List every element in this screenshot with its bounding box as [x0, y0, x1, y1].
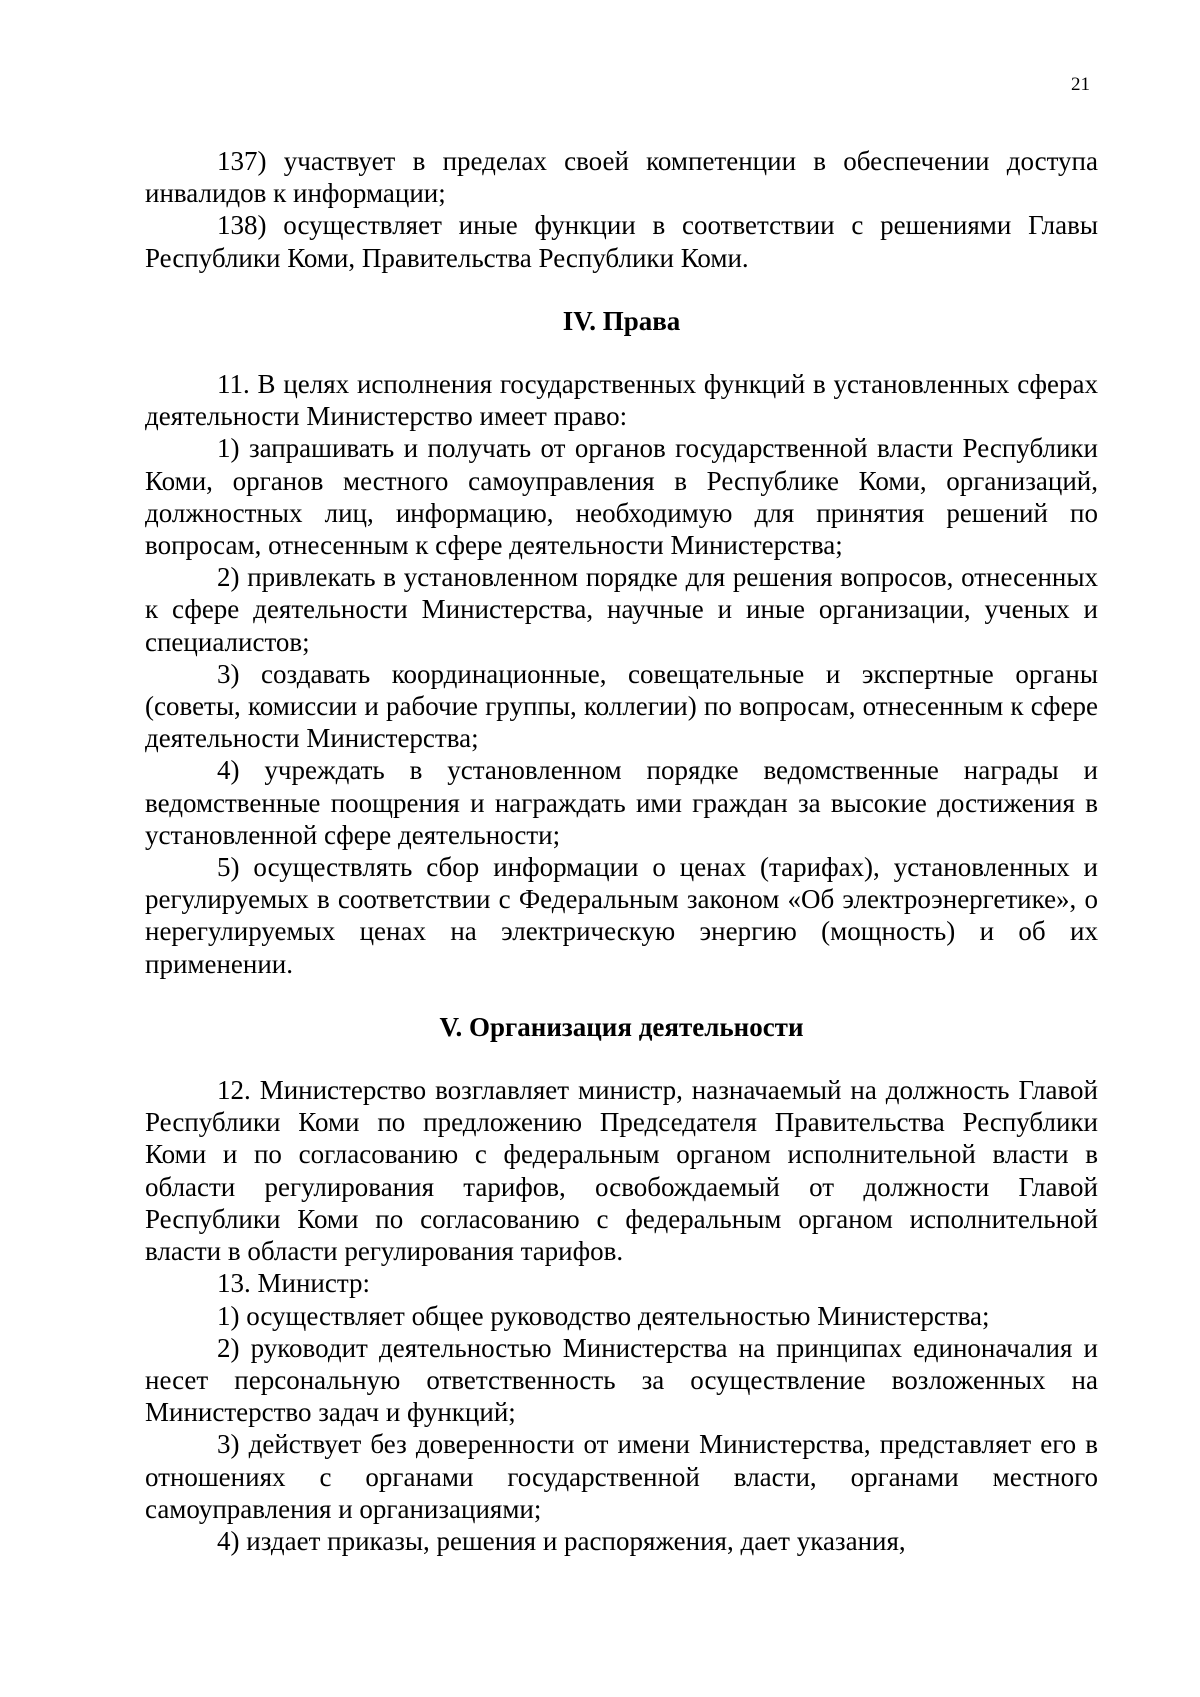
paragraph-11-item-3: 3) создавать координационные, совещательные и экспертные органы (советы, комиссии и рабочие группы, коллегии) по вопросам, отнесенным к сфере деятельности Министерства;	[145, 658, 1098, 754]
paragraph-13-item-1: 1) осуществляет общее руководство деятельностью Министерства;	[217, 1300, 990, 1331]
paragraph-11-item-1: 1) запрашивать и получать от органов государственной власти Республики Коми, органов местного самоуправления в Республике Коми, организаций, должностных лиц, информацию, необходимую для принятия решений по вопросам, отнесенным к сфере деятельности Министерства;	[145, 433, 1098, 561]
paragraph-11-item-2: 2) привлекать в установленном порядке для решения вопросов, отнесенных к сфере деятельности Министерства, научные и иные организации, ученых и специалистов;	[145, 562, 1098, 657]
paragraph-11-item-5: 5) осуществлять сбор информации о ценах (тарифах), установленных и регулируемых в соответствии с Федеральным законом «Об электроэнергетике», о нерегулируемых ценах на электрическую энергию (мощность) и об их применении.	[145, 852, 1098, 979]
section-heading-organization: V. Организация деятельности	[439, 1011, 804, 1042]
paragraph-12: 12. Министерство возглавляет министр, назначаемый на должность Главой Республики Коми по предложению Председателя Правительства Республики Коми и по согласованию с федеральным органом исполнительной власти в области регулирования тарифов, освобождаемый от должности Главой Республики Коми по согласованию с федеральным органом исполнительной власти в области регулирования тарифов.	[145, 1075, 1098, 1267]
paragraph-13-item-2: 2) руководит деятельностью Министерства на принципах единоначалия и несет персональную ответственность за осуществление возложенных на Министерство задач и функций;	[145, 1332, 1098, 1428]
paragraph-13: 13. Министр:	[217, 1268, 370, 1299]
paragraph-11: 11. В целях исполнения государственных функций в установленных сферах деятельности Министерство имеет право:	[145, 369, 1098, 432]
paragraph-13-item-4: 4) издает приказы, решения и распоряжения, дает указания,	[217, 1525, 906, 1556]
paragraph-138: 138) осуществляет иные функции в соответствии с решениями Главы Республики Коми, Правительства Республики Коми.	[145, 210, 1098, 273]
document-body	[145, 145, 1098, 1557]
paragraph-137: 137) участвует в пределах своей компетенции в обеспечении доступа инвалидов к информации;	[145, 146, 1098, 209]
paragraph-13-item-3: 3) действует без доверенности от имени Министерства, представляет его в отношениях с органами государственной власти, органами местного самоуправления и организациями;	[145, 1429, 1098, 1524]
section-heading-rights: IV. Права	[562, 305, 681, 336]
paragraph-11-item-4: 4) учреждать в установленном порядке ведомственные награды и ведомственные поощрения и награждать ими граждан за высокие достижения в установленной сфере деятельности;	[145, 755, 1098, 850]
page-number: 21	[1071, 74, 1090, 95]
